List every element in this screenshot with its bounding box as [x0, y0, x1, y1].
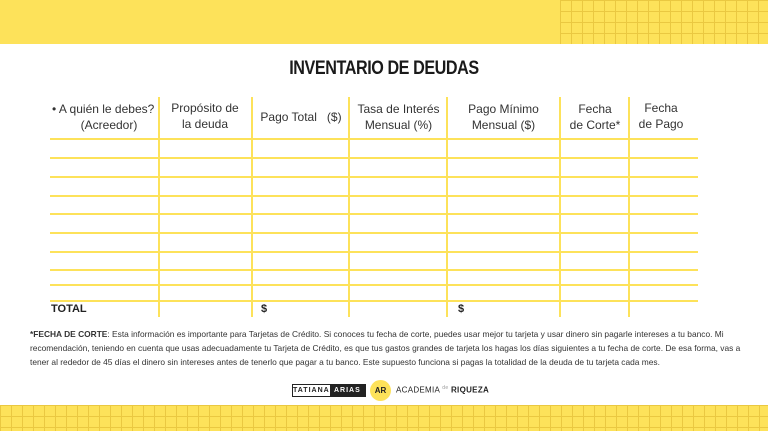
table-rule	[50, 269, 698, 271]
column-divider	[559, 97, 561, 317]
table-rule	[50, 300, 698, 302]
total-pago-total: $	[261, 303, 268, 315]
brand-logos	[0, 380, 768, 402]
column-divider	[348, 97, 350, 317]
total-pago-minimo: $	[458, 303, 465, 315]
header-tasa-interes	[350, 101, 447, 133]
bottom-grid-pattern	[0, 405, 768, 431]
header-fecha-corte	[560, 101, 630, 133]
logo-tatiana: TATIANA	[293, 387, 330, 394]
table-rule	[50, 213, 698, 215]
header-pago-minimo	[447, 101, 560, 133]
logo-de: de	[442, 385, 449, 391]
header-proposito-line1: Propósito de	[171, 101, 239, 115]
logo-arias: ARIAS	[330, 385, 365, 396]
header-tasa-line2: Mensual (%)	[364, 118, 433, 132]
table-rule	[50, 251, 698, 253]
footnote	[30, 327, 745, 369]
table-rule	[50, 138, 698, 140]
table-rule	[50, 195, 698, 197]
header-fecha-corte-line1: Fecha	[578, 102, 612, 116]
column-divider	[251, 97, 253, 317]
footnote-term: *FECHA DE CORTE	[30, 329, 108, 339]
header-fecha-pago-line1: Fecha	[644, 101, 678, 115]
header-acreedor	[52, 101, 158, 133]
tatiana-arias-logo	[292, 384, 366, 397]
logo-academia: ACADEMIA	[396, 385, 440, 395]
column-divider	[446, 97, 448, 317]
header-acreedor-line1: • A quién le debes?	[52, 102, 155, 116]
table-rule	[50, 176, 698, 178]
header-pago-minimo-line1: Pago Mínimo	[468, 102, 539, 116]
academia-riqueza-logo	[396, 385, 489, 395]
total-label: TOTAL	[51, 303, 87, 315]
header-fecha-pago-line2: de Pago	[638, 117, 684, 131]
header-pago-total	[252, 109, 350, 125]
footnote-text: : Esta información es importante para Tarjetas de Crédito. Si conoces tu fecha de corte, puedes usar mejor tu tarjeta y usar dinero sin pagarle intereses a tu banco. Mi recomendación, teniendo en cuenta que usas adecuadamente tu Tarjeta de Crédito, es que tus gastos grandes de tarjeta los hagas los días siguientes a tu fecha de corte. De esa forma, vas a tener al rededor de 45 días el dinero sin intereses antes de tenerlo que pagar a tu banco. Este supuesto funciona si pagas la totalidad de la deuda de tu tarjeta cada mes.	[30, 329, 741, 367]
header-pago-minimo-line2: Mensual ($)	[471, 118, 536, 132]
header-tasa-line1: Tasa de Interés	[357, 102, 440, 116]
top-right-grid-pattern	[560, 0, 768, 44]
table-rule	[50, 157, 698, 159]
table-rule	[50, 284, 698, 286]
header-fecha-corte-line2: de Corte*	[569, 118, 621, 132]
logo-riqueza: RIQUEZA	[450, 385, 490, 395]
column-divider	[628, 97, 630, 317]
header-proposito-line2: la deuda	[181, 117, 229, 131]
column-divider	[158, 97, 160, 317]
page-title: INVENTARIO DE DEUDAS	[289, 58, 479, 79]
header-acreedor-line2: (Acreedor)	[80, 118, 138, 132]
header-fecha-pago	[628, 100, 694, 132]
header-proposito	[158, 100, 252, 132]
header-pago-total-line1: Pago Total ($)	[260, 110, 342, 124]
ar-logo-icon: AR	[370, 380, 391, 401]
table-rule	[50, 232, 698, 234]
